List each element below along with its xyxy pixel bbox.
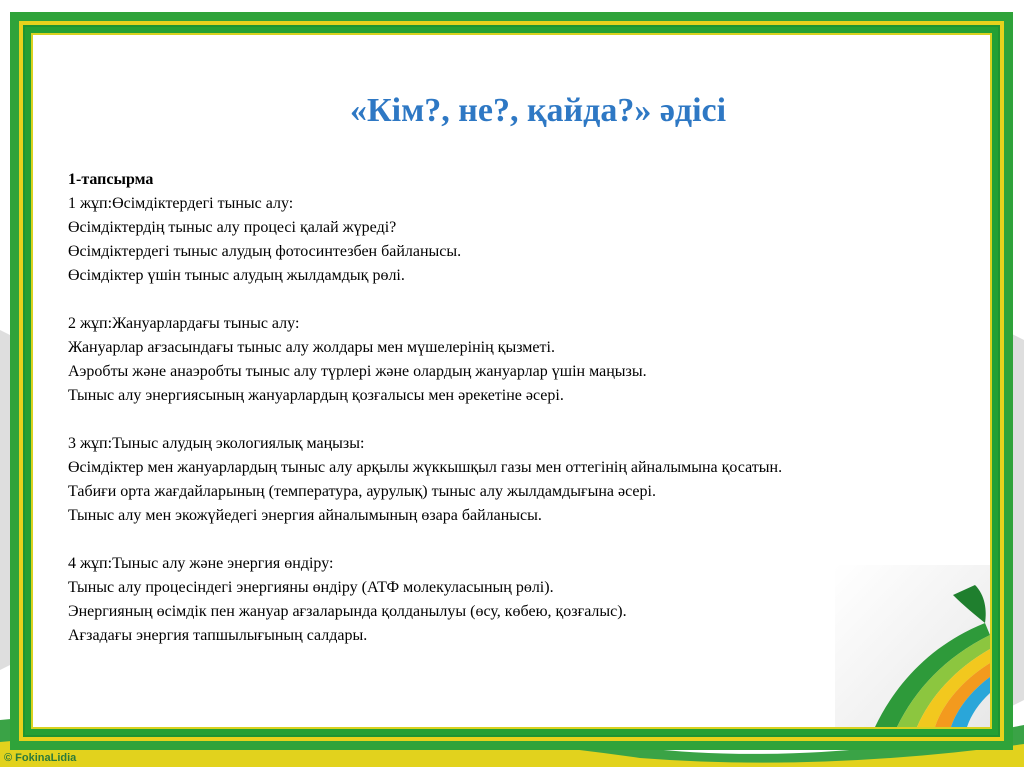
group-2-heading: 2 жұп:Жануарлардағы тыныс алу: xyxy=(68,315,300,332)
group-1-heading: 1 жұп:Өсімдіктердегі тыныс алу: xyxy=(68,195,294,212)
group-3-item: Табиғи орта жағдайларының (температура, аурулық) тыныс алу жылдамдығына әсері. xyxy=(68,483,656,500)
group-4-item: Энергияның өсімдік пен жануар ағзаларында қолданылуы (өсу, көбею, қозғалыс). xyxy=(68,603,627,620)
ribbon-curl-decoration xyxy=(835,565,990,727)
group-2-item: Аэробты және анаэробты тыныс алу түрлері және олардың жануарлар үшін маңызы. xyxy=(68,363,647,380)
spacer xyxy=(68,288,968,312)
group-4-item: Ағзадағы энергия тапшылығының салдары. xyxy=(68,627,368,644)
group-3-heading: 3 жұп:Тыныс алудың экологиялық маңызы: xyxy=(68,435,365,452)
group-4-heading: 4 жұп:Тыныс алу және энергия өндіру: xyxy=(68,555,334,572)
group-1-item: Өсімдіктердің тыныс алу процесі қалай жүреді? xyxy=(68,219,397,236)
slide-title: «Кім?, не?, қайда?» әдісі xyxy=(350,92,727,129)
group-1-item: Өсімдіктердегі тыныс алудың фотосинтезбен байланысы. xyxy=(68,243,462,260)
task-body xyxy=(68,168,968,648)
group-4-item: Тыныс алу процесіндегі энергияны өндіру (АТФ молекуласының рөлі). xyxy=(68,579,554,596)
group-2-item: Жануарлар ағзасындағы тыныс алу жолдары мен мүшелерінің қызметі. xyxy=(68,339,555,356)
copyright-watermark: © FokinaLidia xyxy=(4,752,77,764)
group-2-item: Тыныс алу энергиясының жануарлардың қозғалысы мен әрекетіне әсері. xyxy=(68,387,564,404)
task-heading: 1-тапсырма xyxy=(68,171,154,188)
spacer xyxy=(68,408,968,432)
group-1-item: Өсімдіктер үшін тыныс алудың жылдамдық рөлі. xyxy=(68,267,405,284)
spacer xyxy=(68,528,968,552)
group-3-item: Тыныс алу мен экожүйедегі энергия айналымының өзара байланысы. xyxy=(68,507,542,524)
group-3-item: Өсімдіктер мен жануарлардың тыныс алу арқылы жүккышқыл газы мен оттегінің айналымына қосатын. xyxy=(68,459,783,476)
